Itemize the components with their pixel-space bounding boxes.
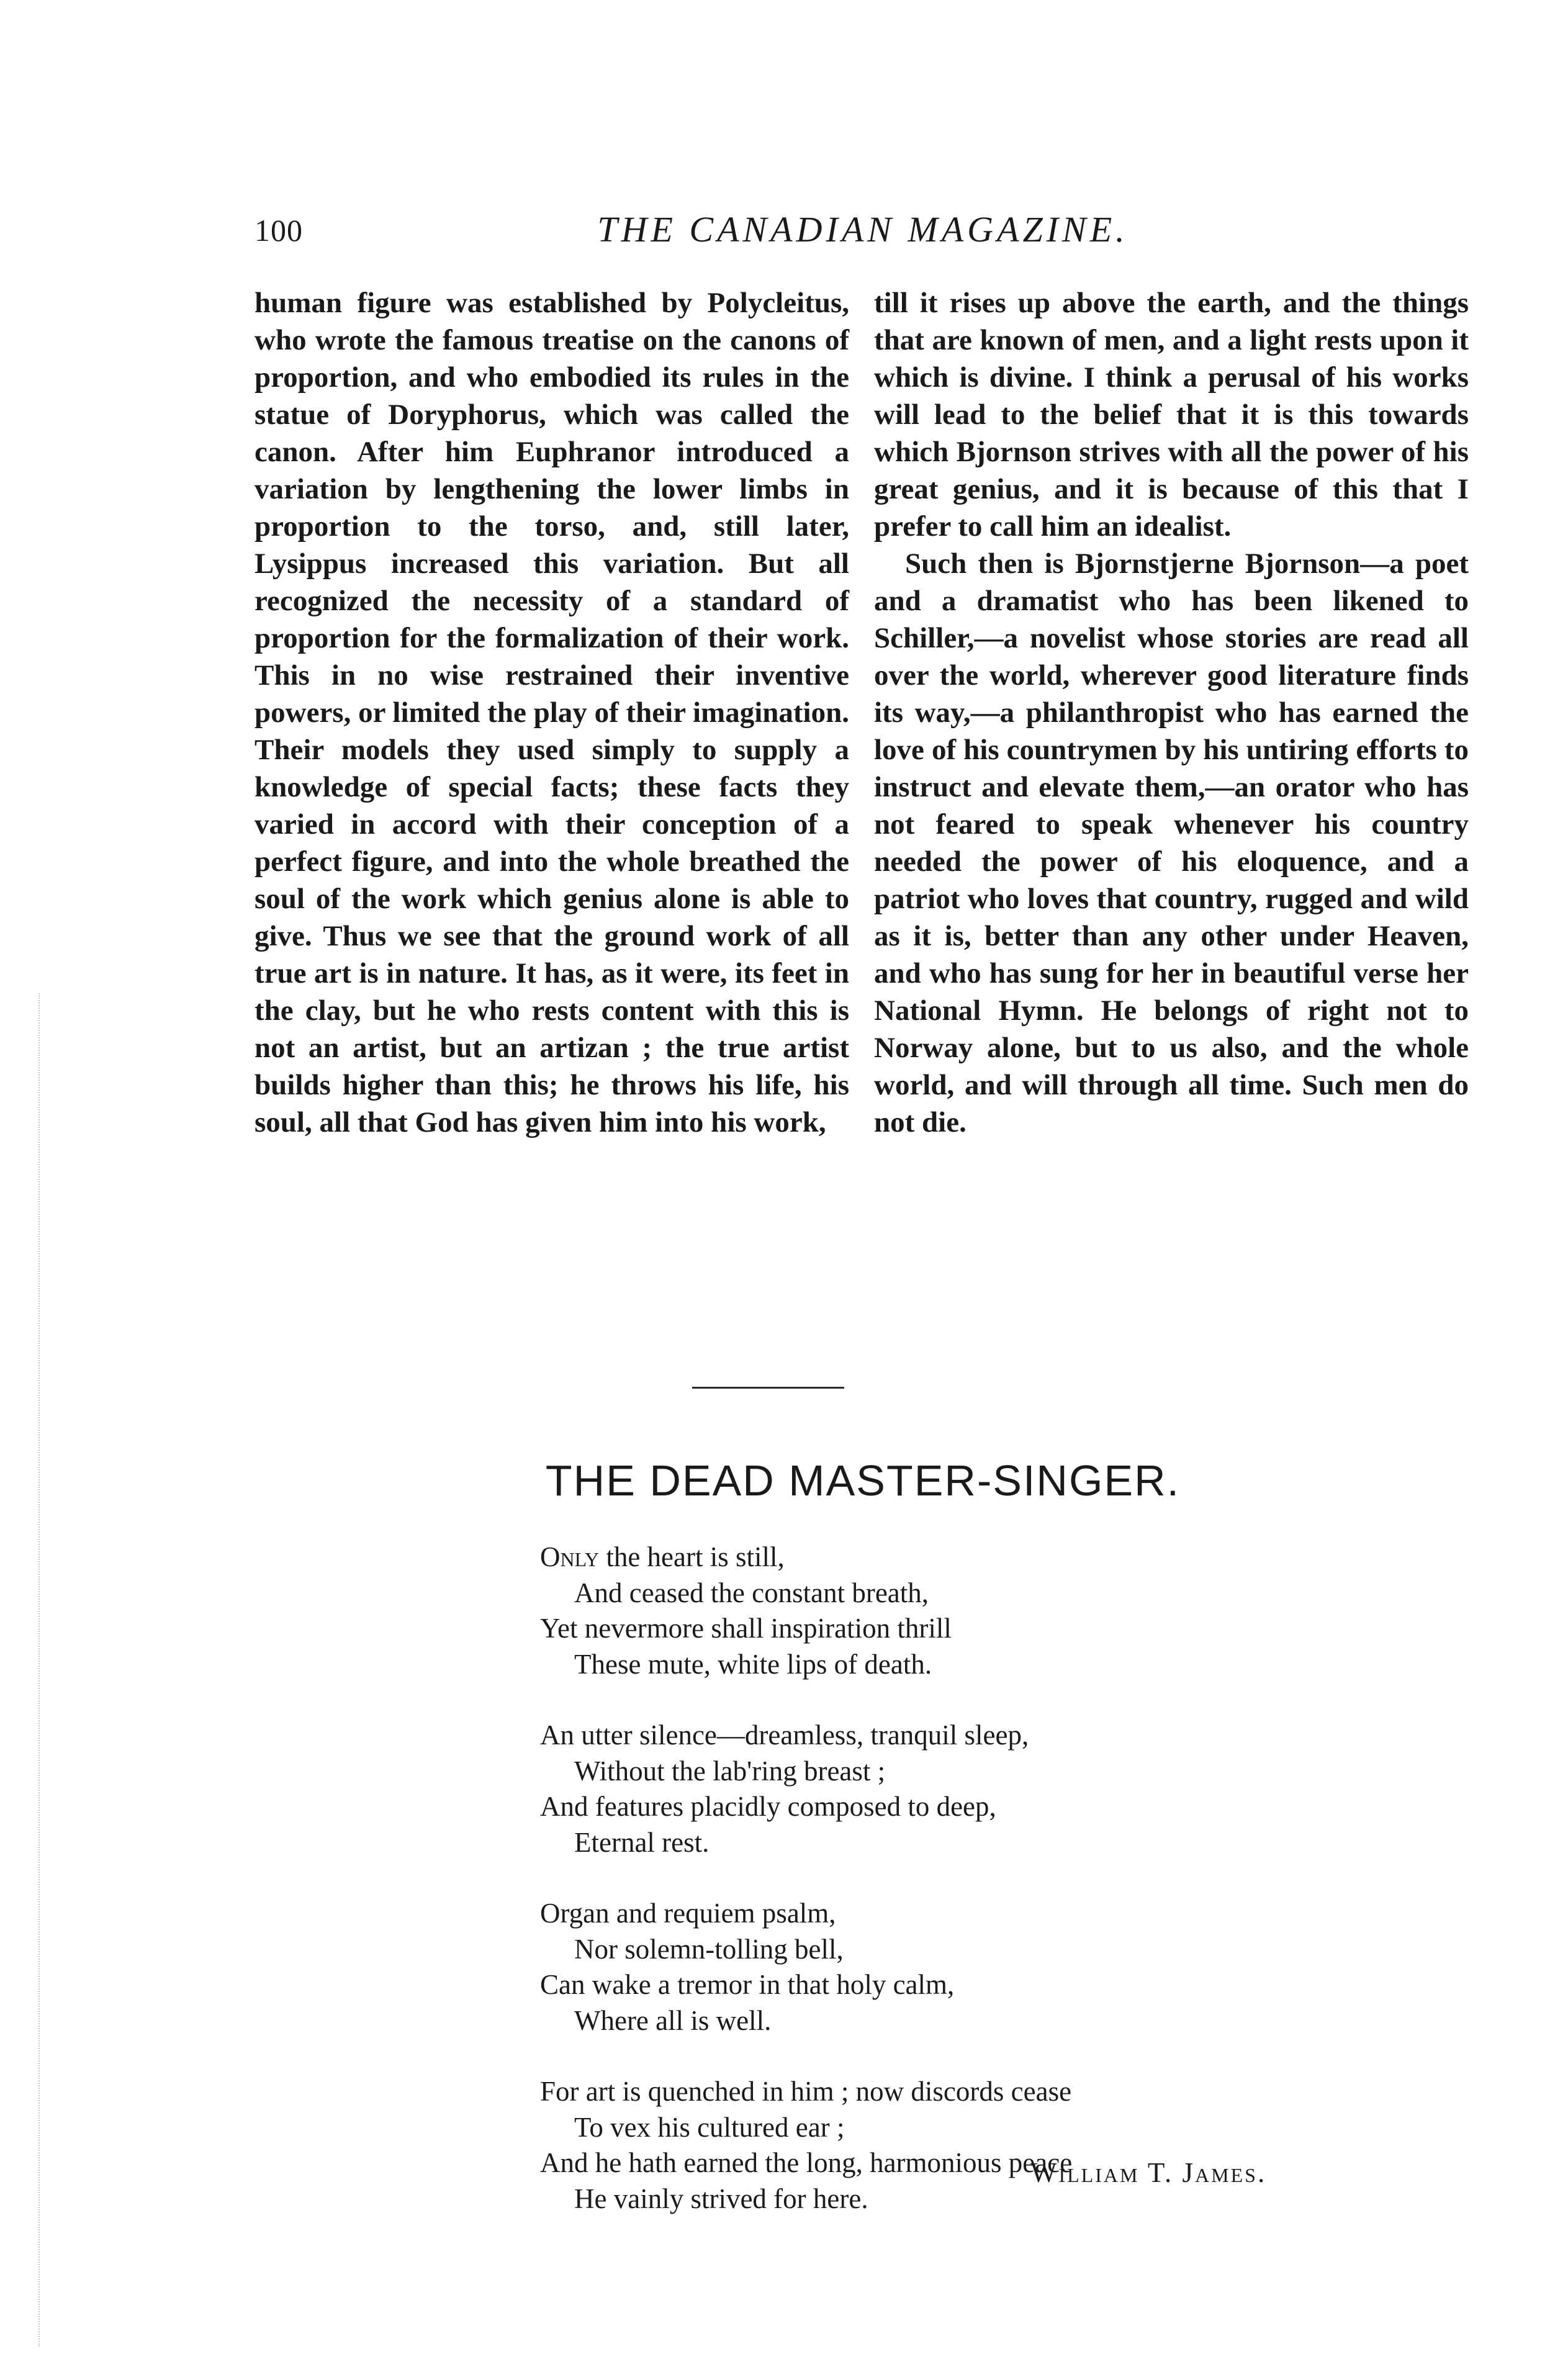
poem-author: William T. James. xyxy=(1030,2157,1267,2188)
stanza xyxy=(540,1539,1072,1682)
section-divider xyxy=(692,1387,844,1389)
paragraph: Such then is Bjornstjerne Bjornson—a poet and a dramatist who has been likened to Schiller,—a novelist whose stories are read all over the world, wherever good literature finds its way,—a philanthropist who has earned the love of his countrymen by his untiring efforts to instruct and elevate them,—an orator who has not feared to speak whenever his country needed the power of his eloquence, and a patriot who loves that country, rugged and wild as it is, better than any other under Heaven, and who has sung for her in beautiful verse her National Hymn. He belongs of right not to Norway alone, but to us also, and the whole world, and will through all time. Such men do not die. xyxy=(874,548,1469,1138)
poem xyxy=(540,1539,1072,2252)
paragraph: human figure was established by Polycleitus, who wrote the famous treatise on the canons of proportion, and who embodied its rules in the statue of Doryphorus, which was called the canon. After him Euphranor introduced a variation by lengthening the lower limbs in proportion to the torso, and, still later, Lysippus increased this variation. But all recognized the necessity of a standard of proportion for the formalization of their work. This in no wise restrained their inventive powers, or limited the play of their imagination. Their models they used simply to supply a knowledge of special facts; these facts they varied in accord with their conception of a perfect figure, and into the whole breathed the soul of the work which genius alone is able to give. Thus we see that the ground work of all true art is in nature. It has, as it were, its feet in the clay, but he who rests content with this is not an artist, but an artizan ; the true artist builds higher than this; he throws his life, his soul, all that God has given him into his work, xyxy=(255,287,849,1138)
poem-line: Can wake a tremor in that holy calm, xyxy=(540,1969,955,2000)
poem-line: Without the lab'ring breast ; xyxy=(574,1755,886,1787)
poem-first-word: Only xyxy=(540,1541,600,1572)
stanza xyxy=(540,1896,1072,2039)
poem-line xyxy=(540,1539,1072,1575)
poem-line: And ceased the constant breath, xyxy=(574,1577,929,1608)
stanza xyxy=(540,2074,1072,2217)
poem-line: Nor solemn-tolling bell, xyxy=(574,1933,844,1965)
poem-line: These mute, white lips of death. xyxy=(574,1648,932,1680)
right-column xyxy=(874,284,1469,1141)
left-column xyxy=(255,284,849,1141)
paragraph: till it rises up above the earth, and the things that are known of men, and a light rests upon it which is divine. I think a perusal of his works will lead to the belief that it is this towards which Bjornson strives with all the power of his great genius, and it is because of this that I prefer to call him an idealist. xyxy=(874,287,1469,543)
poem-line-text: the heart is still, xyxy=(599,1541,785,1572)
poem-line: Where all is well. xyxy=(574,2004,772,2036)
poem-line: He vainly strived for here. xyxy=(574,2183,868,2214)
poem-line: To vex his cultured ear ; xyxy=(574,2111,845,2143)
running-head: THE CANADIAN MAGAZINE. xyxy=(597,209,1129,250)
poem-line: Eternal rest. xyxy=(574,1826,710,1858)
poem-line: An utter silence—dreamless, tranquil sleep, xyxy=(540,1720,1029,1751)
poem-title: THE DEAD MASTER-SINGER. xyxy=(545,1456,1181,1505)
poem-line: For art is quenched in him ; now discords cease xyxy=(540,2076,1072,2107)
poem-line: Yet nevermore shall inspiration thrill xyxy=(540,1613,952,1644)
poem-line: And features placidly composed to deep, xyxy=(540,1791,996,1822)
stanza xyxy=(540,1718,1072,1860)
poem-line: And he hath earned the long, harmonious peace xyxy=(540,2147,1073,2178)
margin-scan-marks xyxy=(38,993,45,2346)
page-number: 100 xyxy=(255,213,303,248)
poem-line: Organ and requiem psalm, xyxy=(540,1898,836,1929)
